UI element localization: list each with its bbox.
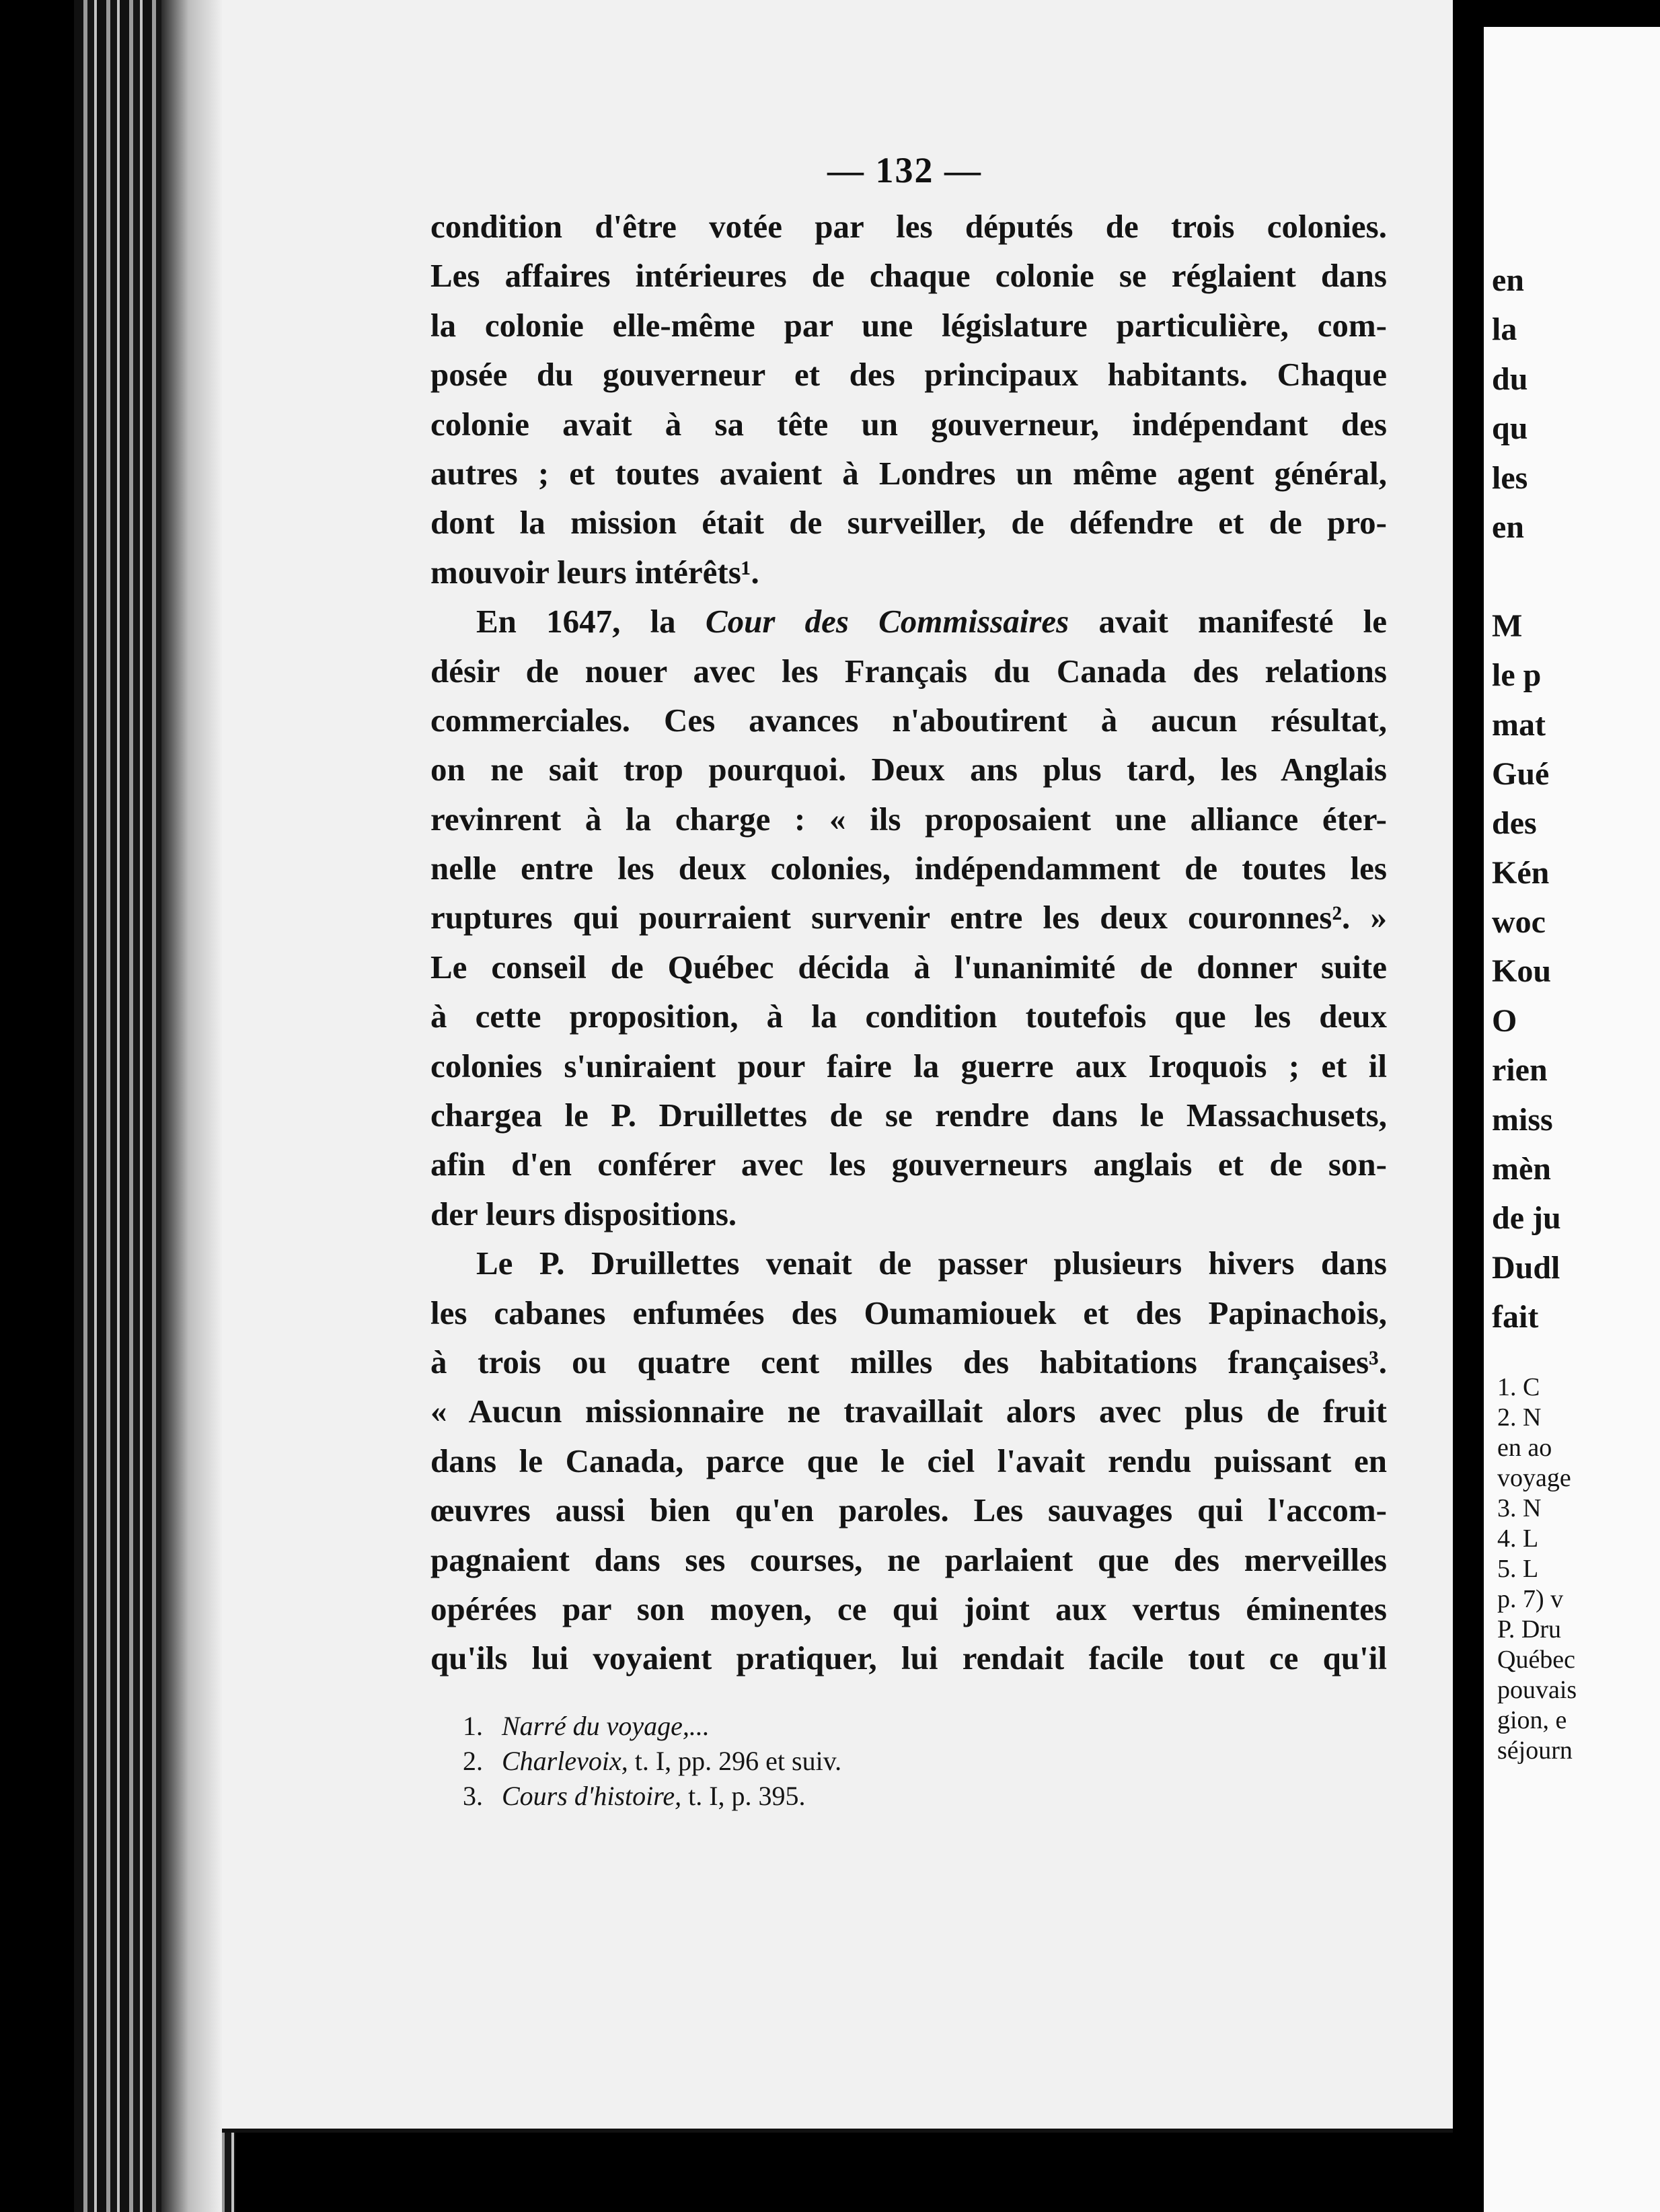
text-line: les cabanes enfumées des Oumamiouek et des Papinachois, [430, 1294, 1387, 1331]
text-line: chargea le P. Druillettes de se rendre dans le Massachusets, [430, 1097, 1387, 1134]
facing-text-line: Dudl [1492, 1249, 1560, 1286]
facing-footnote-line: séjourn [1497, 1736, 1573, 1765]
facing-text-line: miss [1492, 1101, 1553, 1138]
facing-text-line: de ju [1492, 1200, 1561, 1237]
facing-text-line: fait [1492, 1299, 1539, 1335]
facing-footnote-line: 2. N [1497, 1403, 1542, 1432]
facing-footnote-line: en ao [1497, 1434, 1552, 1462]
facing-footnote-line: 3. N [1497, 1494, 1542, 1522]
text-line: Le conseil de Québec décida à l'unanimité de donner suite [430, 948, 1387, 986]
facing-footnote-line: 5. L [1497, 1555, 1539, 1583]
text-line: « Aucun missionnaire ne travaillait alors avec plus de fruit [430, 1393, 1387, 1430]
facing-text-line: des [1492, 805, 1537, 842]
text-line: autres ; et toutes avaient à Londres un même agent général, [430, 454, 1387, 492]
facing-text-line: mèn [1492, 1151, 1551, 1187]
footnote-number: 1. [463, 1711, 483, 1741]
text-line: colonie avait à sa tête un gouverneur, indépendant des [430, 405, 1387, 443]
facing-text-line: la [1492, 311, 1517, 348]
text-line: dont la mission était de surveiller, de défendre et de pro- [430, 504, 1387, 542]
text-line: commerciales. Ces avances n'aboutirent à aucun résultat, [430, 701, 1387, 739]
facing-footnote-line: P. Dru [1497, 1615, 1562, 1644]
text-line: à trois ou quatre cent milles des habitations françaises³. [430, 1343, 1387, 1380]
main-text-block [430, 202, 1387, 1683]
facing-text-line: en [1492, 262, 1524, 298]
page-number: — 132 — [827, 150, 982, 190]
text-line: afin d'en conférer avec les gouverneurs anglais et de son- [430, 1146, 1387, 1183]
facing-text-line: Kou [1492, 953, 1552, 990]
facing-text-line [1484, 552, 1660, 601]
text-line: colonies s'uniraient pour faire la guerre aux Iroquois ; et il [430, 1047, 1387, 1084]
facing-text-line: le p [1492, 657, 1542, 694]
footnote-rest: t. I, pp. 296 et suiv. [628, 1746, 842, 1776]
facing-footnote-line: gion, e [1497, 1706, 1567, 1734]
facing-footnote-line: Québec [1497, 1646, 1576, 1674]
footnote [430, 1709, 1238, 1744]
facing-text-line: rien [1492, 1052, 1548, 1089]
facing-page-text [1484, 256, 1660, 1342]
text-line: qu'ils lui voyaient pratiquer, lui rendait facile tout ce qu'il [430, 1639, 1387, 1677]
facing-page-footnotes [1484, 1372, 1660, 1766]
text-line: dans le Canada, parce que le ciel l'avait rendu puissant en [430, 1442, 1387, 1479]
text-line: œuvres aussi bien qu'en paroles. Les sauvages qui l'accom- [430, 1491, 1387, 1529]
text-line: mouvoir leurs intérêts¹. [430, 553, 759, 591]
text-line: posée du gouverneur et des principaux habitants. Chaque [430, 356, 1387, 394]
text-segment: En 1647, la [476, 603, 676, 640]
footnote-rest: t. I, p. 395. [681, 1781, 806, 1811]
facing-text-line: O [1492, 1002, 1517, 1039]
facing-page-fragment [1484, 27, 1660, 2212]
page-gutter-shadow [161, 0, 222, 2212]
text-line: revinrent à la charge : « ils proposaient une alliance éter- [430, 800, 1387, 838]
footnote-title: Narré du voyage,... [502, 1711, 710, 1741]
text-line: Le P. Druillettes venait de passer plusieurs hivers dans [476, 1245, 1387, 1282]
facing-footnote-line: p. 7) v [1497, 1585, 1564, 1613]
text-line: désir de nouer avec les Français du Canada des relations [430, 652, 1387, 690]
facing-text-line: qu [1492, 410, 1528, 447]
facing-footnote-line: voyage [1497, 1464, 1571, 1492]
footnote [430, 1779, 1238, 1814]
facing-text-line: en [1492, 509, 1524, 545]
italic-title: Cour des Commissaires [705, 603, 1069, 640]
facing-text-line: M [1492, 607, 1523, 644]
facing-footnote-line: pouvais [1497, 1676, 1577, 1704]
text-line: on ne sait trop pourquoi. Deux ans plus tard, les Anglais [430, 751, 1387, 788]
text-line-with-italic [430, 597, 1387, 646]
text-line: Les affaires intérieures de chaque colonie se réglaient dans [430, 257, 1387, 295]
text-line: pagnaient dans ses courses, ne parlaient que des merveilles [430, 1541, 1387, 1578]
footnote-title: Charlevoix, [502, 1746, 628, 1776]
text-line: la colonie elle-même par une législature particulière, com- [430, 306, 1387, 344]
facing-text-line: mat [1492, 706, 1546, 743]
footnote-number: 2. [463, 1746, 483, 1776]
facing-text-line: du [1492, 361, 1528, 397]
facing-text-line: Gué [1492, 755, 1550, 792]
text-line: à cette proposition, à la condition toutefois que les deux [430, 998, 1387, 1035]
facing-text-line: woc [1492, 904, 1546, 941]
text-line: ruptures qui pourraient survenir entre les deux couronnes². » [430, 899, 1387, 936]
text-line: der leurs dispositions. [430, 1195, 737, 1232]
text-segment: avait manifesté le [1098, 603, 1388, 640]
facing-text-line: les [1492, 459, 1528, 496]
facing-text-line: Kén [1492, 854, 1550, 891]
footnote-title: Cours d'histoire, [502, 1781, 682, 1811]
text-line: nelle entre les deux colonies, indépendamment de toutes les [430, 850, 1387, 887]
footnote [430, 1744, 1238, 1779]
footnotes [430, 1709, 1238, 1814]
footnote-number: 3. [463, 1781, 483, 1811]
text-line: opérées par son moyen, ce qui joint aux vertus éminentes [430, 1590, 1387, 1627]
facing-footnote-line: 4. L [1497, 1524, 1539, 1553]
text-line: condition d'être votée par les députés de trois colonies. [430, 208, 1387, 245]
facing-footnote-line: 1. C [1497, 1373, 1540, 1401]
